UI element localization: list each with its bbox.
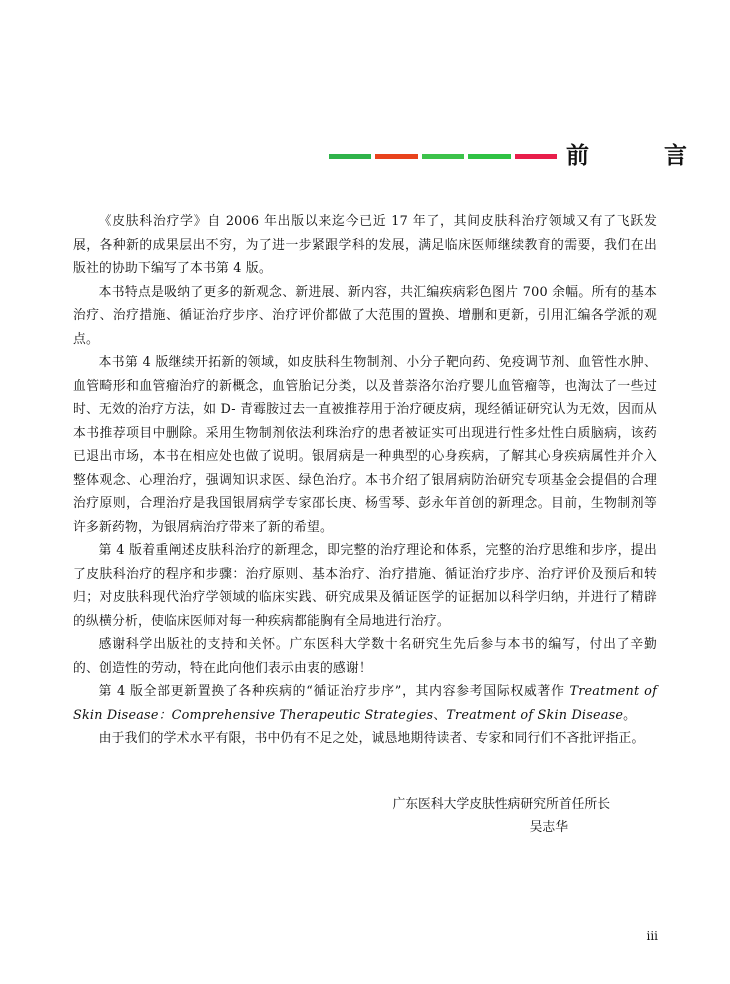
reference-separator: 、: [433, 707, 447, 723]
heading-color-bar: [329, 154, 557, 159]
signature-name: 吴志华: [529, 820, 568, 835]
reference-title-2: Treatment of Skin Disease: [446, 707, 624, 723]
paragraph-2: 本书特点是吸纳了更多的新观念、新进展、新内容，共汇编疾病彩色图片 700 余幅。所有的基本治疗、治疗措施、循证治疗步序、治疗评价都做了大范围的置换、增删和更新，引用汇编各学派的观点。: [73, 284, 657, 347]
paragraph-5: 感谢科学出版社的支持和关怀。广东医科大学数十名研究生先后参与本书的编写，付出了辛勤的、创造性的劳动，特在此向他们表示由衷的感谢！: [73, 637, 657, 676]
preface-body: [73, 210, 657, 751]
paragraph-1: 《皮肤科治疗学》自 2006 年出版以来迄今已近 17 年了，其间皮肤科治疗领域又有了飞跃发展，各种新的成果层出不穷，为了进一步紧跟学科的发展，满足临床医师继续教育的需要，我们在出版社的协助下编写了本书第 4 版。: [73, 214, 657, 276]
color-bar-segment-2: [375, 154, 417, 159]
page-number: iii: [646, 929, 658, 943]
color-bar-segment-1: [329, 154, 371, 159]
color-bar-segment-5: [515, 154, 557, 159]
paragraph-6: [73, 680, 657, 727]
paragraph-6-end: 。: [623, 707, 637, 723]
paragraph-3: 本书第 4 版继续开拓新的领域，如皮肤科生物制剂、小分子靶向药、免疫调节剂、血管性水肿、血管畸形和血管瘤治疗的新概念，血管胎记分类，以及普萘洛尔治疗婴儿血管瘤等，也淘汰了一些过时、无效的治疗方法，如 D- 青霉胺过去一直被推荐用于治疗硬皮病，现经循证研究认为无效，因而从本书推荐项目中删除。采用生物制剂依法利珠治疗的患者被证实可出现进行性多灶性白质脑病，该药已退出市场，本书在相应处也做了说明。银屑病是一种典型的心身疾病，了解其心身疾病属性并介入整体观念、心理治疗，强调知识求医、绿色治疗。本书介绍了银屑病防治研究专项基金会提倡的合理治疗原则，合理治疗是我国银屑病学专家邵长庚、杨雪琴、彭永年首创的新理念。目前，生物制剂等许多新药物，为银屑病治疗带来了新的希望。: [73, 355, 657, 535]
color-bar-segment-3: [422, 154, 464, 159]
color-bar-segment-4: [468, 154, 510, 159]
paragraph-7: 由于我们的学术水平有限，书中仍有不足之处，诚恳地期待读者、专家和同行们不吝批评指正。: [98, 731, 645, 746]
page-title: 前 言: [566, 143, 713, 169]
paragraph-4: 第 4 版着重阐述皮肤科治疗的新理念，即完整的治疗理论和体系，完整的治疗思维和步序，提出了皮肤科治疗的程序和步骤：治疗原则、基本治疗、治疗措施、循证治疗步序、治疗评价及预后和转归；对皮肤科现代治疗学领域的临床实践、研究成果及循证医学的证据加以科学归纳，并进行了精辟的纵横分析，使临床医师对每一种疾病都能胸有全局地进行治疗。: [73, 543, 657, 629]
signature-organization: 广东医科大学皮肤性病研究所首任所长: [392, 797, 610, 812]
reference-title-1: Treatment of Skin Disease：Comprehensive Therapeutic Strategies: [73, 684, 658, 723]
paragraph-6-text: 第 4 版全部更新置换了各种疾病的“循证治疗步序”，其内容参考国际权威著作: [98, 684, 570, 699]
